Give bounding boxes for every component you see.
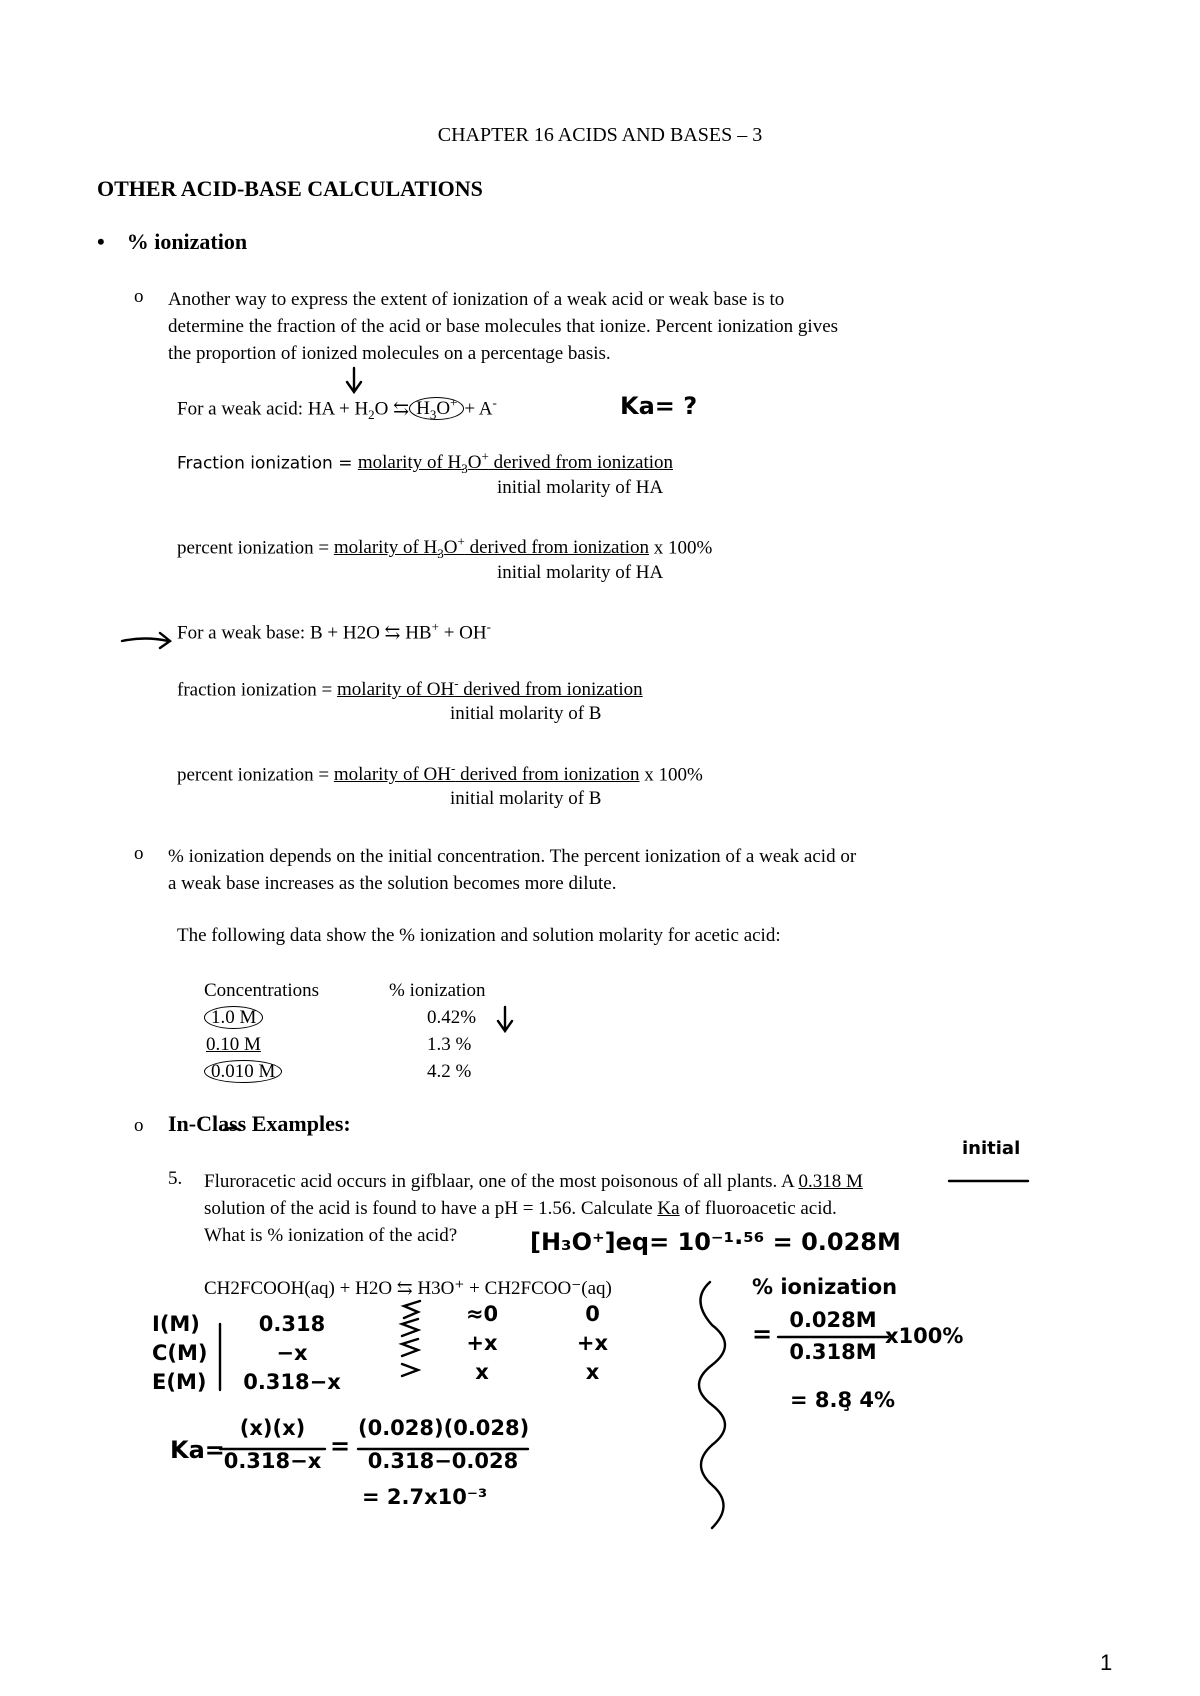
page-title: CHAPTER 16 ACIDS AND BASES – 3 (437, 124, 763, 146)
bullet-icon: • (97, 229, 105, 254)
sub-bullet-icon: o (134, 1115, 144, 1136)
handwritten-ka-question: Ka= ? (620, 392, 698, 420)
handwritten-pct-den: 0.318M (789, 1340, 877, 1364)
down-arrow-icon (498, 1007, 512, 1031)
handwritten-ice-col1: 0.318 −x 0.318−x (243, 1312, 341, 1394)
base-fraction-denominator: initial molarity of B (450, 703, 602, 724)
handwritten-pct-result: = 8.8̧ 4% (790, 1388, 896, 1412)
dilution-paragraph: % ionization depends on the initial concentration. The percent ionization of a weak acid or a weak base increases as the solution becomes more dilute. (168, 846, 857, 894)
table-cell: 1.3 % (427, 1034, 472, 1055)
handwritten-pct-num: 0.028M (789, 1308, 877, 1332)
right-arrow-icon (122, 633, 170, 648)
handwritten-ice-labels: I(M) C(M) E(M) (152, 1312, 208, 1394)
sub-bullet-icon: o (134, 843, 144, 864)
acid-fraction-denominator: initial molarity of HA (497, 477, 664, 498)
handwritten-ka-num2: (0.028)(0.028) (358, 1416, 530, 1440)
h3o-circled: $H_3O^+$ (409, 397, 464, 420)
bullet-heading: • % ionization (97, 229, 248, 254)
handwritten-ka-eq: = (330, 1432, 351, 1460)
acid-fraction-formula: Fraction ionization = molarity of $H_3O^+$ derived from ionization (177, 449, 673, 477)
example-number: 5. (168, 1168, 183, 1189)
data-intro: The following data show the % ionization and solution molarity for acetic acid: (177, 925, 781, 946)
handwritten-pct-eq: = (752, 1320, 773, 1348)
example-equation: CH2FCOOH(aq) + H2O ⇆ H3O⁺ + CH2FCOO⁻(aq) (204, 1278, 612, 1299)
weak-base-equation: For a weak base: B + H2O ⇆ HB+ + OH- (177, 619, 491, 644)
down-arrow-icon (347, 368, 361, 392)
table-cell: 0.10 M (206, 1034, 261, 1055)
handwritten-pct-title: % ionization (752, 1275, 898, 1299)
section-title: OTHER ACID-BASE CALCULATIONS (97, 176, 483, 201)
intro-paragraph: Another way to express the extent of ionization of a weak acid or weak base is to determine the fraction of the acid or base molecules that ionize. Percent ionization gives the proportion of ionized molecules on a percentage basis. (168, 289, 839, 364)
handwritten-ka-den2: 0.318−0.028 (367, 1449, 519, 1473)
base-percent-formula: percent ionization = molarity of OH- derived from ionization x 100% (177, 761, 703, 786)
base-fraction-formula: fraction ionization = molarity of OH- derived from ionization (177, 676, 643, 701)
table-header: % ionization (389, 980, 486, 1001)
acid-percent-denominator: initial molarity of HA (497, 562, 664, 583)
handwritten-h3o-eq: [H₃O⁺]eq= 10⁻¹·⁵⁶ = 0.028M (530, 1228, 901, 1256)
underline-stroke (224, 1128, 240, 1130)
table-cell: 1.0 M (204, 1004, 319, 1031)
sub-bullet-icon: o (134, 286, 144, 307)
acid-percent-formula: percent ionization = molarity of $H_3O^+$ derived from ionization x 100% (177, 534, 713, 562)
table-cell: 0.42% (427, 1007, 477, 1028)
brace-stroke (699, 1282, 725, 1528)
handwritten-initial: initial (962, 1138, 1021, 1159)
handwritten-pct-mult: x100% (885, 1324, 964, 1348)
handwritten-ice-col2: ≈0 +x x (465, 1302, 499, 1384)
handwritten-ka-lhs: Ka= (170, 1436, 225, 1464)
base-percent-denominator: initial molarity of B (450, 788, 602, 809)
handwritten-ka-result: = 2.7x10⁻³ (362, 1485, 488, 1509)
handwritten-ka-num1: (x)(x) (239, 1416, 306, 1440)
table-cell: 4.2 % (427, 1061, 472, 1082)
handwritten-ka-den1: 0.318−x (223, 1449, 322, 1473)
page-number: 1 (1100, 1650, 1113, 1675)
handwritten-ice-col3: 0 +x x (576, 1302, 609, 1384)
examples-heading: In-Class Examples: (168, 1111, 351, 1136)
table-header: Concentrations (204, 980, 320, 1001)
scribble-stroke (402, 1301, 420, 1376)
example-problem: Fluroracetic acid occurs in gifblaar, one of the most poisonous of all plants. A 0.318 M solution of the acid is found to have a pH = 1.56. Calculate Ka of fluoroacetic acid. What is % ionization of the acid? (204, 1171, 863, 1246)
table-cell: 0.010 M (204, 1058, 319, 1085)
weak-acid-equation: For a weak acid: HA + $H_2O$ ⇆ $H_3O^+ + A^-$ (177, 395, 497, 423)
